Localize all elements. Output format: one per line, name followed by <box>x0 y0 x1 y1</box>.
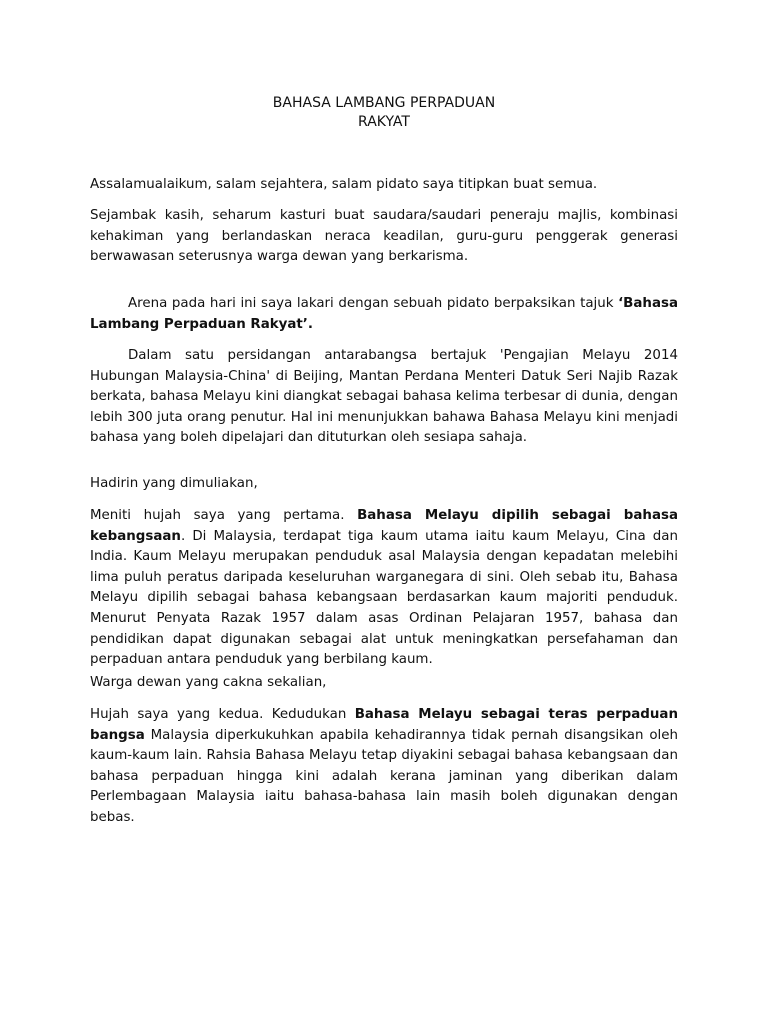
argument-2-bold: Bahasa Melayu sebagai teras perpaduan bangsa <box>90 707 678 743</box>
paragraph-argument-1 <box>90 506 678 671</box>
paragraph-topic <box>90 294 678 335</box>
argument-1-intro: Meniti hujah saya yang pertama. <box>90 508 358 523</box>
paragraph-introduction: Dalam satu persidangan antarabangsa bertajuk 'Pengajian Melayu 2014 Hubungan Malaysia-China' di Beijing, Mantan Perdana Menteri Datuk Seri Najib Razak berkata, bahasa Melayu kini diangkat sebagai bahasa kelima terbesar di dunia, dengan lebih 300 juta orang penutur. Hal ini menunjukkan bahawa Bahasa Melayu kini menjadi bahasa yang boleh dipelajari dan dituturkan oleh sesiapa sahaja. <box>90 348 678 446</box>
paragraph-address-2: Warga dewan yang cakna sekalian, <box>90 675 327 690</box>
topic-title-bold: ‘Bahasa Lambang Perpaduan Rakyat’. <box>90 296 678 332</box>
argument-2-intro: Hujah saya yang kedua. Kedudukan <box>90 707 355 722</box>
title-line-1: BAHASA LAMBANG PERPADUAN <box>272 95 496 111</box>
argument-1-bold: Bahasa Melayu dipilih sebagai bahasa kebangsaan <box>90 508 678 544</box>
paragraph-salutation: Sejambak kasih, seharum kasturi buat saudara/saudari peneraju majlis, kombinasi kehakiman yang berlandaskan neraca keadilan, guru-guru penggerak generasi berwawasan seterusnya warga dewan yang berkarisma. <box>90 208 678 265</box>
title-line-2: RAKYAT <box>358 114 410 130</box>
argument-1-body: . Di Malaysia, terdapat tiga kaum utama iaitu kaum Melayu, Cina dan India. Kaum Melayu merupakan penduduk asal Malaysia dengan kepadatan melebihi lima puluh peratus daripada keseluruhan warganegara di sini. Oleh sebab itu, Bahasa Melayu dipilih sebagai bahasa kebangsaan berdasarkan kaum majoriti penduduk. Menurut Penyata Razak 1957 dalam asas Ordinan Pelajaran 1957, bahasa dan pendidikan dapat digunakan sebagai alat untuk meningkatkan persefahaman dan perpaduan antara penduduk yang berbilang kaum. <box>90 528 678 668</box>
paragraph-greeting: Assalamualaikum, salam sejahtera, salam pidato saya titipkan buat semua. <box>90 177 598 192</box>
argument-2-body: Malaysia diperkukuhkan apabila kehadirannya tidak pernah disangsikan oleh kaum-kaum lain. Rahsia Bahasa Melayu tetap diyakini sebagai bahasa kebangsaan dan bahasa perpaduan hingga kini adalah kerana jaminan yang diberikan dalam Perlembagaan Malaysia iaitu bahasa-bahasa lain masih boleh digunakan dengan bebas. <box>90 727 678 825</box>
paragraph-argument-2 <box>90 705 678 829</box>
paragraph-address-1: Hadirin yang dimuliakan, <box>90 476 258 491</box>
topic-text: Arena pada hari ini saya lakari dengan sebuah pidato berpaksikan tajuk <box>128 296 619 311</box>
document-title <box>0 94 768 132</box>
